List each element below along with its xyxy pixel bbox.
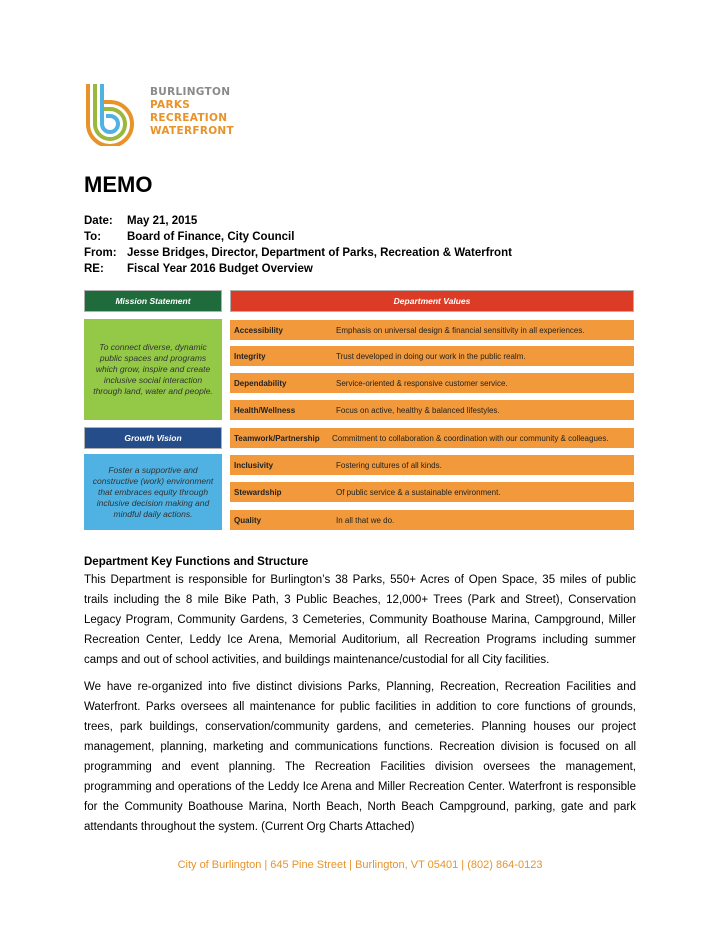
value-name: Quality [234, 515, 262, 525]
department-values-graphic [84, 290, 636, 540]
value-row-quality [230, 509, 634, 530]
growth-vision-header: Growth Vision [84, 427, 222, 449]
paragraph-responsibilities: This Department is responsible for Burlington’s 38 Parks, 550+ Acres of Open Space, 35 miles of public trails including the 8 mile Bike Path, 3 Public Beaches, 12,000+ Trees (Park and Street), Conservation Legacy Program, Community Gardens, 3 Cemeteries, Community Boathouse Marina, Campground, Miller Recreation Center, Leddy Ice Arena, Memorial Auditorium, all Recreation Programs including summer camps and out of school activities, and buildings maintenance/custodial for all City facilities. [84, 574, 636, 666]
value-row-teamwork-partnership [230, 427, 634, 448]
value-row-dependability [230, 372, 634, 393]
value-row-accessibility [230, 319, 634, 340]
date-row [84, 213, 512, 229]
logo-mark-icon [82, 80, 144, 146]
growth-vision-text: Foster a supportive and constructive (work) environment that embraces equity through inclusive decision making and mindful daily actions. [84, 454, 222, 530]
department-values-header: Department Values [230, 290, 634, 312]
memo-header [84, 213, 512, 277]
value-description: Focus on active, healthy & balanced lifestyles. [336, 405, 500, 415]
footer-address: City of Burlington | 645 Pine Street | Burlington, VT 05401 | (802) 864-0123 [177, 859, 543, 871]
logo-line-burlington: BURLINGTON [150, 86, 231, 98]
value-description: Trust developed in doing our work in the public realm. [336, 351, 526, 361]
value-description: Emphasis on universal design & financial sensitivity in all experiences. [336, 325, 585, 335]
paragraph-divisions: We have re-organized into five distinct divisions Parks, Planning, Recreation, Recreation Facilities and Waterfront. Parks oversees all maintenance for public facilities in addition to core functions of grounds, trees, park buildings, conservation/community gardens, and cemeteries. Planning houses our project management, planning, marketing and communications functions. Recreation division is focused on all programming and event planning. The Recreation Facilities division oversees the management, programming and operations of the Leddy Ice Arena and Miller Recreation Center. Waterfront is responsible for the Community Boathouse Marina, North Beach, North Beach Campground, parking, gate and park attendants throughout the system. (Current Org Charts Attached) [84, 681, 636, 833]
value-name: Teamwork/Partnership [234, 433, 320, 443]
value-row-stewardship [230, 481, 634, 502]
to-row [84, 229, 512, 245]
value-name: Inclusivity [234, 460, 274, 470]
value-name: Health/Wellness [234, 405, 296, 415]
date-label: Date: [84, 215, 113, 227]
department-logo [82, 80, 252, 150]
date-value: May 21, 2015 [127, 215, 198, 227]
value-name: Integrity [234, 351, 266, 361]
from-label: From: [84, 247, 117, 259]
logo-line-waterfront: WATERFRONT [150, 125, 234, 137]
value-name: Dependability [234, 378, 287, 388]
to-label: To: [84, 231, 102, 243]
from-value: Jesse Bridges, Director, Department of Parks, Recreation & Waterfront [127, 247, 512, 259]
value-description: In all that we do. [336, 515, 395, 525]
value-row-inclusivity [230, 454, 634, 475]
value-row-health-wellness [230, 399, 634, 420]
value-description: Service-oriented & responsive customer service. [336, 378, 508, 388]
value-name: Stewardship [234, 487, 282, 497]
mission-statement-header: Mission Statement [84, 290, 222, 312]
re-label: RE: [84, 263, 104, 275]
logo-line-recreation: RECREATION [150, 112, 228, 124]
section-heading: Department Key Functions and Structure [84, 556, 309, 568]
mission-statement-text: To connect diverse, dynamic public spaces and programs which grow, inspire and create inclusive social interaction through land, water and people. [84, 319, 222, 420]
value-description: Of public service & a sustainable environment. [336, 487, 501, 497]
value-description: Commitment to collaboration & coordination with our community & colleagues. [332, 433, 609, 443]
logo-line-parks: PARKS [150, 99, 191, 111]
value-row-integrity [230, 345, 634, 366]
value-description: Fostering cultures of all kinds. [336, 460, 442, 470]
value-name: Accessibility [234, 325, 283, 335]
from-row [84, 245, 512, 261]
to-value: Board of Finance, City Council [127, 231, 295, 243]
re-row [84, 261, 512, 277]
re-value: Fiscal Year 2016 Budget Overview [127, 263, 313, 275]
memo-title: MEMO [84, 172, 153, 197]
